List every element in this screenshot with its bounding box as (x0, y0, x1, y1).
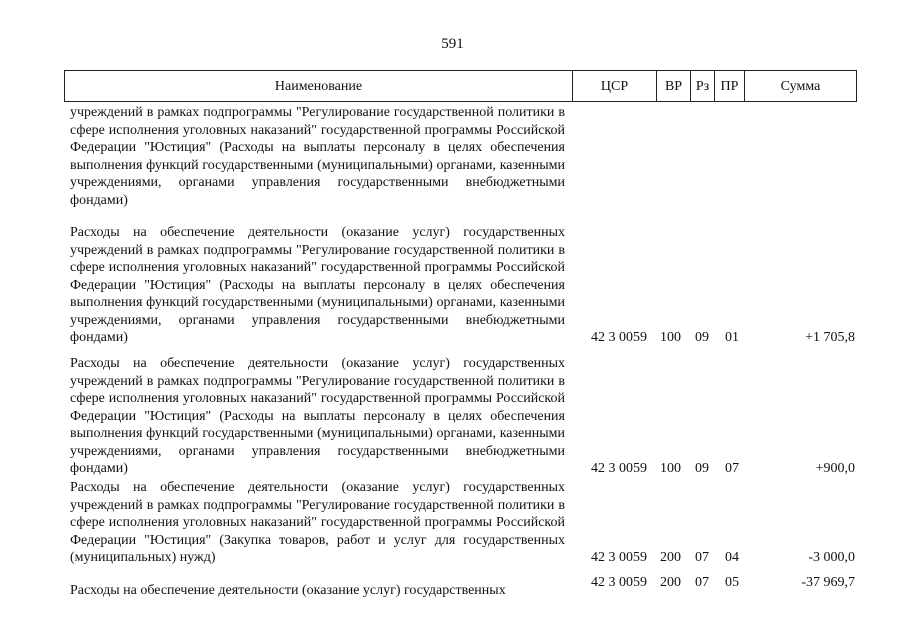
row-csr: 42 3 0059 (591, 330, 647, 345)
row-sum: +1 705,8 (805, 330, 855, 345)
table-body (0, 104, 905, 614)
row-sum: -37 969,7 (801, 575, 855, 590)
header-sum: Сумма (780, 79, 821, 94)
row-rz: 09 (695, 461, 709, 476)
row-vr: 200 (660, 550, 681, 565)
table-row (0, 104, 905, 224)
header-rz: Рз (691, 71, 715, 101)
row-description: Расходы на обеспечение деятельности (оказание услуг) государственных учреждений в рамках подпрограммы "Регулирование государственной политики в сфере исполнения уголовных наказаний" государственной программы Российской Федерации "Юстиция" (Закупка товаров, работ и услуг для государственных (муниципальных) нужд) (70, 480, 565, 565)
header-csr: ЦСР (573, 71, 657, 101)
row-vr: 100 (660, 330, 681, 345)
row-sum: -3 000,0 (808, 550, 855, 565)
row-description: учреждений в рамках подпрограммы "Регулирование государственной политики в сфере исполнения уголовных наказаний" государственной программы Российской Федерации "Юстиция" (Расходы на выплаты персоналу в целях обеспечения выполнения функций государственными (муниципальными) органами, казенными учреждениями, органами управления государственными внебюджетными фондами) (70, 105, 565, 208)
row-rz: 07 (695, 575, 709, 590)
header-name: Наименование (65, 71, 573, 101)
row-vr: 100 (660, 461, 681, 476)
row-description: Расходы на обеспечение деятельности (оказание услуг) государственных учреждений в рамках подпрограммы "Регулирование государственной политики в сфере исполнения уголовных наказаний" государственной программы Российской Федерации "Юстиция" (Расходы на выплаты персоналу в целях обеспечения выполнения функций государственными (муниципальными) органами, казенными учреждениями, органами управления государственными внебюджетными фондами) (70, 356, 565, 476)
row-rz: 09 (695, 330, 709, 345)
row-pr: 04 (725, 550, 739, 565)
table-row (0, 224, 905, 355)
row-description: Расходы на обеспечение деятельности (оказание услуг) государственных (70, 583, 506, 598)
table-row (0, 574, 905, 614)
row-rz: 07 (695, 550, 709, 565)
table-header (64, 70, 857, 102)
row-description: Расходы на обеспечение деятельности (оказание услуг) государственных учреждений в рамках подпрограммы "Регулирование государственной политики в сфере исполнения уголовных наказаний" государственной программы Российской Федерации "Юстиция" (Расходы на выплаты персоналу в целях обеспечения выполнения функций государственными (муниципальными) органами, казенными учреждениями, органами управления государственными внебюджетными фондами) (70, 225, 565, 345)
row-sum: +900,0 (815, 461, 855, 476)
row-csr: 42 3 0059 (591, 575, 647, 590)
row-pr: 01 (725, 330, 739, 345)
row-csr: 42 3 0059 (591, 550, 647, 565)
header-vr: ВР (657, 71, 691, 101)
row-pr: 07 (725, 461, 739, 476)
table-row (0, 479, 905, 574)
row-vr: 200 (660, 575, 681, 590)
page-number: 591 (441, 36, 464, 52)
row-pr: 05 (725, 575, 739, 590)
row-csr: 42 3 0059 (591, 461, 647, 476)
table-row (0, 355, 905, 479)
header-pr: ПР (715, 71, 745, 101)
